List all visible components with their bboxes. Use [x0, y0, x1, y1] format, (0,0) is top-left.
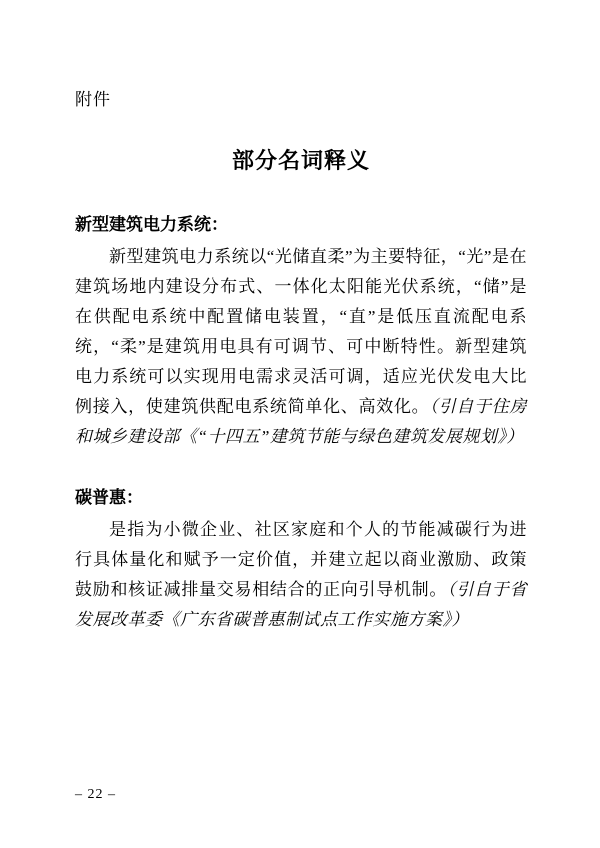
- page-title: 部分名词释义: [231, 148, 370, 173]
- section-body-text: 是指为小微企业、社区家庭和个人的节能减碳行为进行具体量化和赋予一定价值，并建立起以商业激励、政策鼓励和核证减排量交易相结合的正向引导机制。: [75, 520, 527, 599]
- section-paragraph: [75, 515, 527, 635]
- section-heading: 新型建筑电力系统：: [75, 215, 228, 234]
- section-paragraph: [75, 242, 527, 452]
- section-citation: （引自于省发展改革委《广东省碳普惠制试点工作实施方案》）: [75, 580, 528, 629]
- glossary-section-new-building-power-system: [75, 213, 527, 452]
- section-body-text: 新型建筑电力系统以“光储直柔”为主要特征，“光”是在建筑场地内建设分布式、一体化太阳能光伏系统，“储”是在供配电系统中配置储电装置，“直”是低压直流配电系统，“柔”是建筑用电具有可调节、可中断特性。新型建筑电力系统可以实现用电需求灵活可调，适应光伏发电大比例接入，使建筑供配电系统简单化、高效化。: [75, 247, 527, 416]
- page-number: – 22 –: [75, 787, 116, 802]
- section-heading: 碳普惠：: [75, 488, 143, 507]
- section-citation: （引自于住房和城乡建设部《“十四五”建筑节能与绿色建筑发展规划》）: [75, 397, 528, 446]
- glossary-section-carbon-inclusion: [75, 486, 527, 635]
- attachment-label: 附件: [75, 90, 111, 109]
